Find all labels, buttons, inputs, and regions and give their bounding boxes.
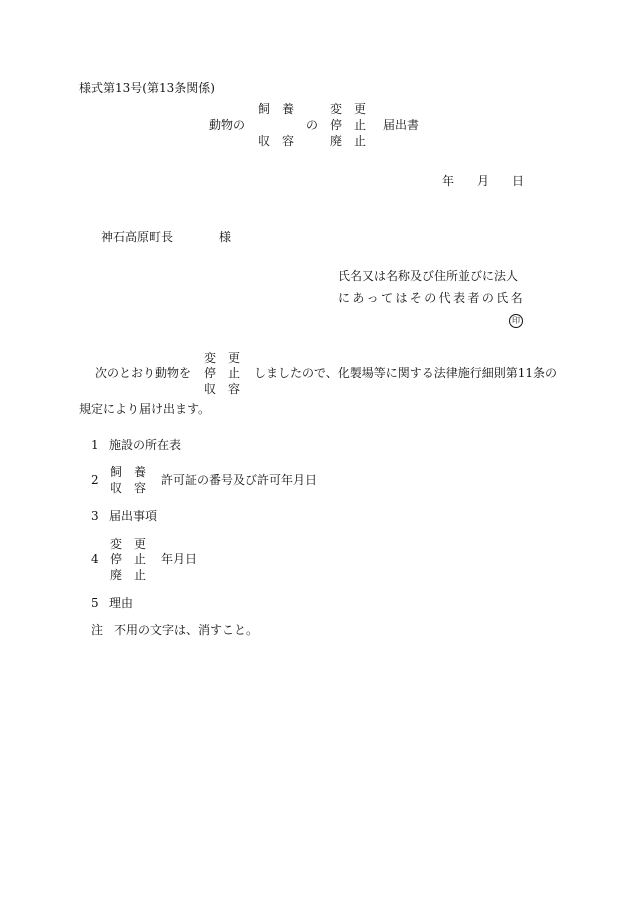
item-2-option-lower: 収 容 bbox=[110, 481, 147, 495]
item-1-number: 1 bbox=[91, 438, 99, 452]
item-4-option-lower: 廃 止 bbox=[110, 568, 147, 582]
item-3-number: 3 bbox=[91, 509, 99, 523]
title-option-lower: 収 容 bbox=[258, 134, 295, 148]
body-line-2: 規定により届け出ます。 bbox=[79, 402, 211, 416]
applicant-line-1: 氏名又は名称及び住所並びに法人 bbox=[338, 269, 519, 283]
title-suffix: 届出書 bbox=[383, 118, 420, 132]
seal-mark: 印 bbox=[509, 314, 523, 328]
date-day: 日 bbox=[512, 174, 525, 188]
item-2-option-upper: 飼 養 bbox=[110, 465, 147, 479]
body-option-lower: 収 容 bbox=[204, 382, 241, 396]
title-option-upper: 飼 養 bbox=[258, 102, 295, 116]
item-2-number: 2 bbox=[91, 473, 99, 487]
title-action-2: 停 止 bbox=[330, 118, 367, 132]
addressee-name: 神石高原町長 bbox=[101, 230, 174, 244]
item-4-label: 年月日 bbox=[161, 552, 198, 566]
item-3-label: 届出事項 bbox=[109, 509, 158, 523]
date-month: 月 bbox=[477, 174, 490, 188]
item-1-label: 施設の所在表 bbox=[109, 438, 182, 452]
addressee-honorific: 様 bbox=[219, 230, 232, 244]
item-4-number: 4 bbox=[91, 552, 99, 566]
item-5-label: 理由 bbox=[109, 596, 134, 610]
applicant-line-2: にあってはその代表者の氏名 bbox=[338, 291, 526, 305]
title-no: の bbox=[306, 118, 319, 132]
item-4-option-upper: 変 更 bbox=[110, 537, 147, 551]
title-prefix: 動物の bbox=[209, 118, 246, 132]
body-continuation: しましたので、化製場等に関する法律施行細則第11条の bbox=[254, 366, 558, 380]
item-5-number: 5 bbox=[91, 596, 99, 610]
note-prefix: 注 bbox=[91, 623, 104, 637]
body-option-middle: 停 止 bbox=[204, 366, 241, 380]
form-number: 様式第13号(第13条関係) bbox=[79, 81, 215, 95]
note-text: 不用の文字は、消すこと。 bbox=[114, 623, 259, 637]
item-4-option-middle: 停 止 bbox=[110, 552, 147, 566]
item-2-label: 許可証の番号及び許可年月日 bbox=[161, 473, 318, 487]
title-action-1: 変 更 bbox=[330, 102, 367, 116]
body-option-upper: 変 更 bbox=[204, 351, 241, 365]
title-action-3: 廃 止 bbox=[330, 134, 367, 148]
body-lead: 次のとおり動物を bbox=[95, 366, 192, 380]
date-year: 年 bbox=[442, 174, 455, 188]
